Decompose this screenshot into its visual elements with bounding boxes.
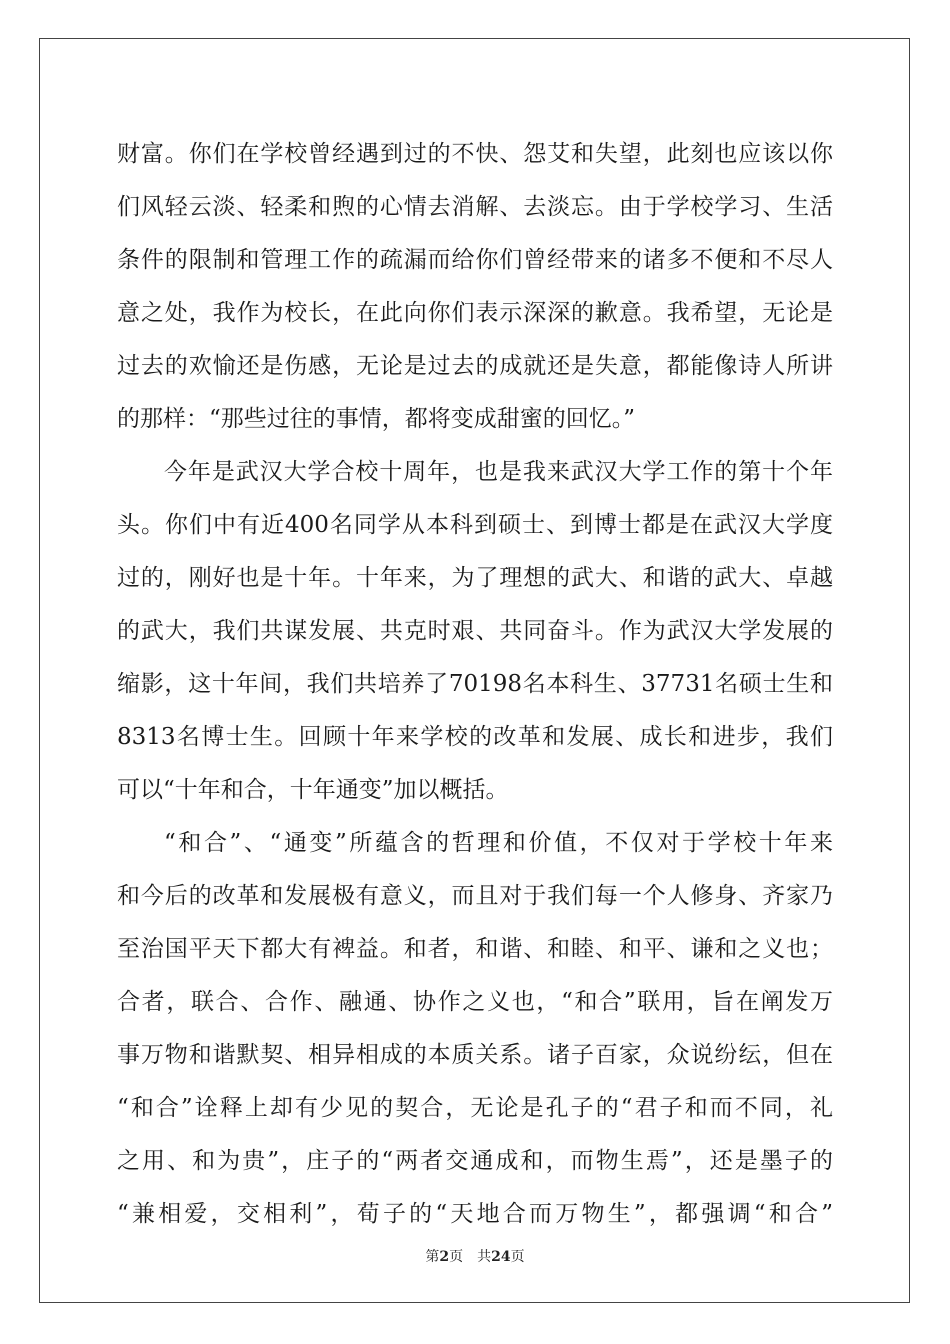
- page-suffix: 页: [449, 1249, 464, 1265]
- text-line: 条件的限制和管理工作的疏漏而给你们曾经带来的诸多不便和不尽人: [117, 247, 833, 273]
- text-line: 的那样：“那些过往的事情，都将变成甜蜜的回忆。”: [117, 406, 636, 432]
- document-body: [117, 128, 833, 1241]
- text-line: 财富。你们在学校曾经遇到过的不快、怨艾和失望，此刻也应该以你: [117, 141, 833, 167]
- page-footer: [0, 1247, 950, 1267]
- text-line: 之用、和为贵”，庄子的“两者交通成和，而物生焉”，还是墨子的: [117, 1148, 833, 1174]
- text-line: 今年是武汉大学合校十周年，也是我来武汉大学工作的第十个年: [164, 459, 833, 485]
- text-line: 和今后的改革和发展极有意义，而且对于我们每一个人修身、齐家乃: [117, 883, 833, 909]
- text-line: 可以“十年和合，十年通变”加以概括。: [117, 777, 509, 803]
- text-line: “和合”、“通变”所蕴含的哲理和价值，不仅对于学校十年来: [164, 830, 833, 856]
- text-line: 8313名博士生。回顾十年来学校的改革和发展、成长和进步，我们: [117, 724, 833, 750]
- total-prefix: 共: [477, 1249, 492, 1265]
- text-line: 的武大，我们共谋发展、共克时艰、共同奋斗。作为武汉大学发展的: [117, 618, 833, 644]
- text-line: 过的，刚好也是十年。十年来，为了理想的武大、和谐的武大、卓越: [117, 565, 833, 591]
- page-prefix: 第: [425, 1249, 440, 1265]
- text-line: 至治国平天下都大有裨益。和者，和谐、和睦、和平、谦和之义也；: [117, 936, 833, 962]
- total-suffix: 页: [510, 1249, 525, 1265]
- text-line: 们风轻云淡、轻柔和煦的心情去消解、去淡忘。由于学校学习、生活: [117, 194, 833, 220]
- text-line: 过去的欢愉还是伤感，无论是过去的成就还是失意，都能像诗人所讲: [117, 353, 833, 379]
- text-line: 合者，联合、合作、融通、协作之义也，“和合”联用，旨在阐发万: [117, 989, 833, 1015]
- total-pages: 24: [491, 1249, 511, 1265]
- text-line: “和合”诠释上却有少见的契合，无论是孔子的“君子和而不同，礼: [117, 1095, 833, 1121]
- page-number: 2: [439, 1249, 450, 1265]
- text-line: 缩影，这十年间，我们共培养了70198名本科生、37731名硕士生和: [117, 671, 833, 697]
- text-line: “兼相爱，交相利”，荀子的“天地合而万物生”，都强调“和合”: [117, 1201, 833, 1227]
- text-line: 头。你们中有近400名同学从本科到硕士、到博士都是在武汉大学度: [117, 512, 833, 538]
- text-line: 意之处，我作为校长，在此向你们表示深深的歉意。我希望，无论是: [117, 300, 833, 326]
- text-line: 事万物和谐默契、相异相成的本质关系。诸子百家，众说纷纭，但在: [117, 1042, 833, 1068]
